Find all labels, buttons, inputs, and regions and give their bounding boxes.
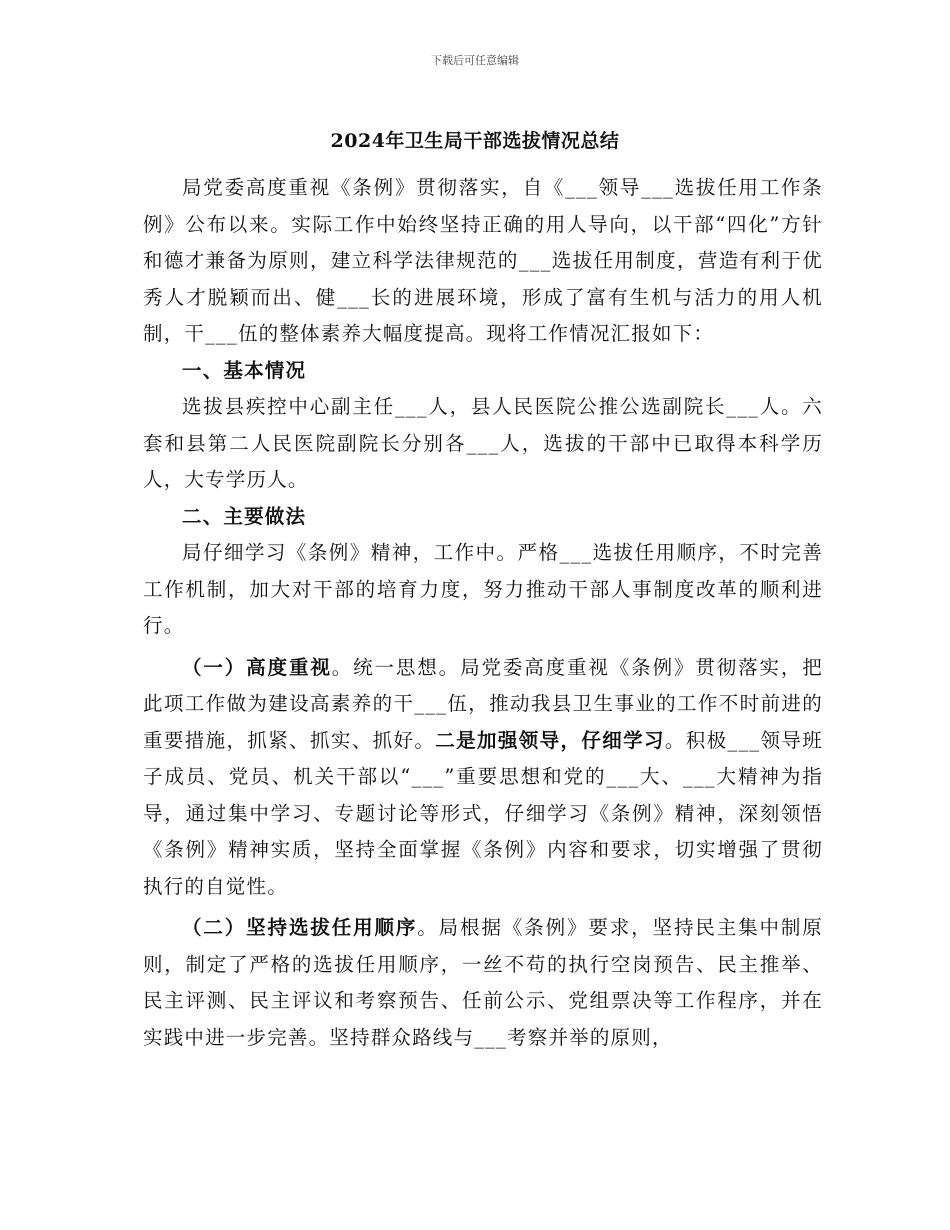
subsection-paragraph-1: [143, 650, 823, 906]
subsection-heading-2: （二）坚持选拔任用顺序: [182, 916, 418, 939]
subsection-text-1b: 。积极___领导班子成员、党员、机关干部以“___”重要思想和党的___大、___大精神为指导，通过集中学习、专题讨论等形式，仔细学习《条例》精神，深刻领悟《条例》精神实质，坚持全面掌握《条例》内容和要求，切实增强了贯彻执行的自觉性。: [143, 728, 823, 898]
subsection-paragraph-2: [143, 910, 823, 1056]
subsection-text-2: 。局根据《条例》要求，坚持民主集中制原则，制定了严格的选拔任用顺序，一丝不苟的执行空岗预告、民主推举、民主评测、民主评议和考察预告、任前公示、党组票决等工作程序，并在实践中进一步完善。坚持群众路线与___考察并举的原则，: [143, 916, 823, 1049]
document-body: [143, 170, 823, 1056]
section-heading-practice: 二、主要做法: [182, 504, 307, 528]
header-note: 下载后可任意编辑: [431, 54, 519, 67]
section-paragraph-practice: 局仔细学习《条例》精神，工作中。严格___选拔任用顺序，不时完善工作机制，加大对干部的培育力度，努力推动干部人事制度改革的顺利进行。: [143, 541, 823, 637]
intro-paragraph: 局党委高度重视《条例》贯彻落实，自《___领导___选拔任用工作条例》公布以来。实际工作中始终坚持正确的用人导向，以干部“四化”方针和德才兼备为原则，建立科学法律规范的___选拔任用制度，营造有利于优秀人才脱颖而出、健___长的进展环境，形成了富有生机与活力的用人机制，干___伍的整体素养大幅度提高。现将工作情况汇报如下：: [143, 176, 823, 345]
subsection-bold-point-2: 二是加强领导，仔细学习: [435, 728, 665, 752]
section-heading-basic: 一、基本情况: [182, 358, 307, 382]
subsection-text-1a: 。统一思想。局党委高度重视《条例》贯彻落实，把此项工作做为建设高素养的干___伍，推动我县卫生事业的工作不时前进的重要措施，抓紧、抓实、抓好。: [143, 655, 823, 752]
document-title: 2024年卫生局干部选拔情况总结: [330, 130, 620, 152]
subsection-heading-1: （一）高度重视: [182, 655, 332, 679]
section-paragraph-basic: 选拔县疾控中心副主任___人，县人民医院公推公选副院长___人。六套和县第二人民医院副院长分别各___人，选拔的干部中已取得本科学历人，大专学历人。: [143, 395, 823, 491]
